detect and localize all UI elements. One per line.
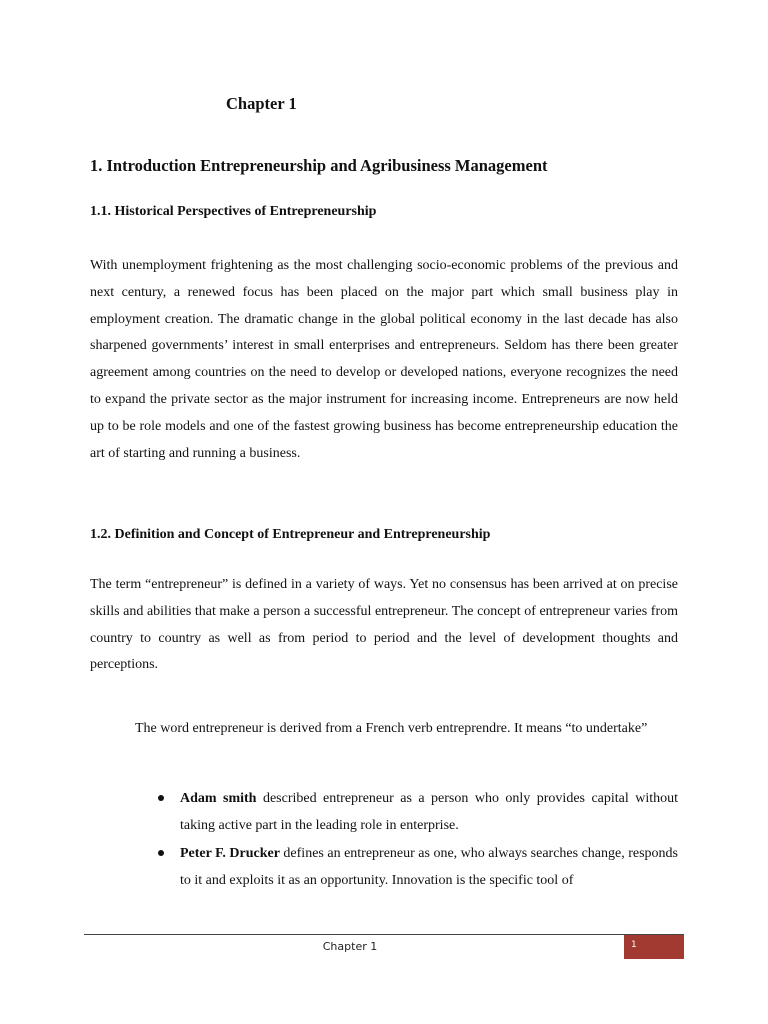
derivation-paragraph: The word entrepreneur is derived from a French verb entreprendre. It means “to undertake” — [135, 721, 648, 736]
bullet-name: Adam smith — [180, 791, 257, 806]
section-1-2-body: The term “entrepreneur” is defined in a variety of ways. Yet no consensus has been arrived at on precise skills and abilities that make a person a successful entrepreneur. The concept of entrepreneur varies from country to country as well as from period to period and the level of development thoughts and perceptions. — [90, 577, 678, 673]
chapter-heading: Chapter 1 — [226, 94, 297, 113]
page-number-box — [624, 935, 684, 959]
definition-bullets — [135, 785, 678, 895]
section-1-1-body: With unemployment frightening as the most challenging socio-economic problems of the previous and next century, a renewed focus has been placed on the major part which small business play in employment creation. The dramatic change in the global political economy in the last decade has also sharpened governments’ interest in small enterprises and entrepreneurs. Seldom has there been greater agreement among countries on the need to develop or developed nations, everyone recognizes the need to expand the private sector as the major instrument for increasing income. Entrepreneurs are now held up to be role models and one of the fastest growing business has become entrepreneurship education the art of starting and running a business. — [90, 258, 678, 461]
section-1-1-title: 1.1. Historical Perspectives of Entrepreneurship — [90, 204, 377, 219]
footer-rule — [84, 934, 684, 935]
list-item — [135, 840, 678, 894]
page-number: 1 — [631, 940, 637, 950]
bullet-icon — [158, 850, 164, 856]
footer-title: Chapter 1 — [322, 940, 378, 953]
section-1-2-title: 1.2. Definition and Concept of Entrepreneur and Entrepreneurship — [90, 527, 491, 542]
bullet-icon — [158, 795, 164, 801]
bullet-text: defines an entrepreneur as one, who always searches change, responds to it and exploits it as an opportunity. Innovation is the specific tool of — [180, 846, 678, 888]
bullet-text: described entrepreneur as a person who only provides capital without taking active part in the leading role in enterprise. — [180, 791, 678, 833]
section-1-title: 1. Introduction Entrepreneurship and Agribusiness Management — [90, 156, 548, 175]
bullet-name: Peter F. Drucker — [180, 846, 280, 861]
list-item — [135, 785, 678, 839]
